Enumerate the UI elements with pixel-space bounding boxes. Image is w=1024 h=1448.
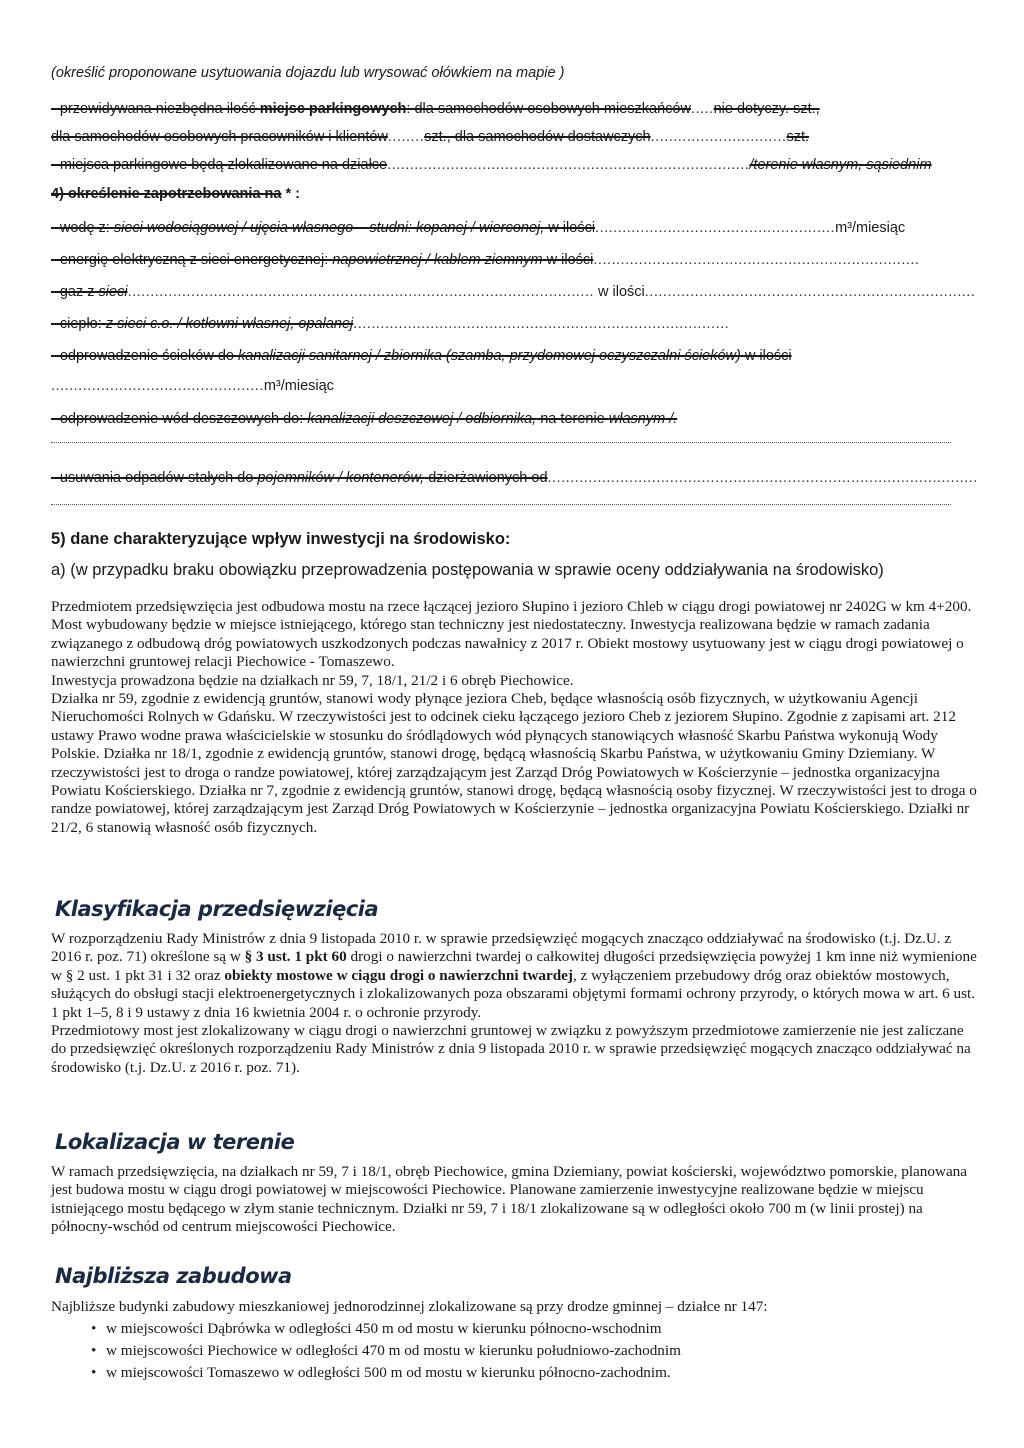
rainwater-area-label: na terenie [536, 411, 609, 427]
dotted-fill: ......................................................................... [644, 284, 976, 300]
dotted-fill: ................................................................................ [387, 157, 750, 173]
list-item [51, 1318, 681, 1340]
heat-line [51, 315, 729, 333]
gas-line [51, 283, 975, 301]
list-item-text: w miejscowości Tomaszewo w odległości 500 m od mostu w kierunku północno-zachodnim. [106, 1364, 671, 1381]
parking-residents-label: : dla samochodów osobowych mieszkańców [406, 101, 691, 117]
section-5-title: 5) dane charakteryzujące wpływ inwestycji na środowisko: [51, 530, 511, 548]
waste-options: pojemników / kontenerów, [257, 470, 425, 486]
sewage-line [51, 347, 792, 365]
section-heading-location: Lokalizacja w terenie [55, 1130, 295, 1154]
bullet: • [91, 1342, 97, 1359]
parking-line-1 [51, 100, 820, 118]
section-heading-nearest-buildings: Najbliższa zabudowa [55, 1264, 292, 1288]
nearest-buildings-intro [51, 1298, 981, 1316]
list-item-text: w miejscowości Piechowice w odległości 470 m od mostu w kierunku południowo-zachodnim [106, 1342, 681, 1359]
waste-line [51, 469, 978, 487]
waste-lease-label: dzierżawionych od [424, 470, 548, 486]
parking-residents-value: nie dotyczy. szt., [713, 101, 820, 117]
dotted-fill: ..................................................... [595, 220, 836, 236]
dotted-fill: ........ [387, 129, 425, 145]
energy-amount-label: w ilości [542, 252, 594, 268]
dotted-fill: ............................................................................................... [547, 470, 978, 486]
text-run: , z wyłączeniem przebudowy dróg oraz obiektów mostowych, służących do obsługi stacji elektroenergetycznych i zlokalizowanych poza obszarami objętymi formami ochrony przyrody, o których mowa w art. 6 ust. 1 pkt 1–5, 8 i 9 ustawy z dnia 16 kwietnia 2004 r. o ochronie przyrody. [51, 966, 976, 1021]
gas-source: sieci [98, 284, 128, 300]
waste-label: - usuwania odpadów stałych do [51, 470, 258, 486]
highlighted-term: obiekty mostowe w ciągu drogi o nawierzchni twardej [224, 966, 573, 984]
parking-delivery-label: szt., dla samochodów dostawczych [424, 129, 651, 145]
paragraph: Przedmiotowy most jest zlokalizowany w ciągu drogi o nawierzchni gruntowej w związku z powyższym przedmiotowe zamierzenie nie jest zaliczane do przedsięwzięć określonych rozporządzeniu Rady Ministrów z dnia 9 listopada 2010 r. w sprawie przedsięwzięć mogących znacząco oddziaływać na środowisko (t.j. Dz.U. z 2016 r. poz. 71). [51, 1022, 971, 1076]
paragraph: Działka nr 59, zgodnie z ewidencją gruntów, stanowi wody płynące jeziora Cheb, będące własnością osób fizycznych, w użytkowaniu Agencji Nieruchomości Rolnych w Gdańsku. W rzeczywistości jest to odcinek cieku łączącego jezioro Cheb z jeziorem Słupino. Zgodnie z zapisami art. 212 ustawy Prawo wodne prawa właścicielskie w stosunku do śródlądowych wód płynących stanowiących własność Skarbu Państwa wykonują Wody Polskie. Działka nr 18/1, zgodnie z ewidencją gruntów, stanowi drogę, będącą własnością Skarbu Państwa, w użytkowaniu Gminy Dziemiany. W rzeczywistości jest to droga o randze powiatowej, której zarządzającym jest Zarząd Dróg Powiatowych w Kościerzynie – jednostka organizacyjna Powiatu Kościerskiego. Działka nr 7, zgodnie z ewidencją gruntów, stanowi drogę, będącą własnością osoby fizycznej. W rzeczywistości jest to droga o randze powiatowej, której zarządzającym jest Zarząd Dróg Powiatowych w Kościerzynie – jednostka organizacyjna Powiatu Kościerskiego. Działki nr 21/2, 6 stanowią własność osób fizycznych. [51, 690, 977, 836]
rainwater-line [51, 410, 677, 428]
water-unit: m³/miesiąc [835, 220, 906, 236]
gas-amount-label: w ilości [594, 284, 645, 300]
sewage-amount-line [51, 377, 334, 395]
map-note: (określić proponowane usytuowania dojazdu lub wrysować ołówkiem na mapie ) [51, 65, 565, 81]
energy-line [51, 251, 919, 269]
bullet: • [91, 1320, 97, 1337]
list-item [51, 1340, 681, 1362]
section-4-title [51, 185, 300, 203]
section-4-star: * : [281, 186, 300, 202]
energy-label: - energię elektryczną z sieci energetycznej: [51, 252, 333, 268]
water-line [51, 219, 905, 237]
paragraph: Najbliższe budynki zabudowy mieszkaniowej jednorodzinnej zlokalizowane są przy drodze gminnej – działce nr 147: [51, 1298, 768, 1315]
sewage-options: kanalizacji sanitarnej / zbiornika (szamba, przydomowej oczyszczalni ścieków) [238, 348, 741, 364]
section-heading-classification: Klasyfikacja przedsięwzięcia [55, 897, 379, 921]
sewage-amount-label: w ilości [740, 348, 792, 364]
project-description [51, 598, 981, 837]
parking-staff-label: dla samochodów osobowych pracowników i klientów [51, 129, 388, 145]
parking-line-3 [51, 156, 932, 174]
dotted-fill: ........................................................................ [593, 252, 920, 268]
heat-label: - ciepło: [51, 316, 106, 332]
parking-label-bold: miejsc parkingowych [259, 101, 407, 117]
dotted-fill: ............................................... [51, 378, 264, 394]
water-label: - wodę z: [51, 220, 114, 236]
sewage-label: - odprowadzenie ścieków do [51, 348, 238, 364]
section-5-subtitle: a) (w przypadku braku obowiązku przeprowadzenia postępowania w sprawie oceny oddziaływania na środowisko) [51, 561, 884, 579]
sewage-unit: m³/miesiąc [263, 378, 334, 394]
parking-line-2 [51, 128, 809, 146]
list-item-text: w miejscowości Dąbrówka w odległości 450 m od mostu w kierunku północno-wschodnim [106, 1320, 662, 1337]
heat-options: z sieci c.o. / kotłowni własnej, opalanej [105, 316, 354, 332]
dotted-fill: ................................................................................... [353, 316, 730, 332]
water-sources: sieci wodociągowej / ujęcia własnego – studni: kopanej / wierconej, [113, 220, 545, 236]
nearest-buildings-list [51, 1318, 681, 1384]
parking-location-label: - miejsca parkingowe będą zlokalizowane na działce [51, 157, 388, 173]
paragraph [51, 930, 981, 1022]
location-text [51, 1163, 981, 1237]
classification-text [51, 930, 981, 1077]
water-amount-label: w ilości [544, 220, 596, 236]
parking-location-options: /terenie własnym, sąsiednim [749, 157, 932, 173]
list-item [51, 1362, 681, 1384]
dotted-fill-line [51, 503, 951, 505]
section-4-label: 4) określenie zapotrzebowania na [51, 186, 282, 202]
gas-label: - gaz z [51, 284, 99, 300]
dotted-fill: ....................................................................................................... [127, 284, 595, 300]
legal-reference: § 3 ust. 1 pkt 60 [244, 948, 347, 966]
dotted-fill-line [51, 441, 951, 443]
rainwater-label: - odprowadzenie wód deszczowych do: [51, 411, 308, 427]
parking-label: - przewidywana niezbędna ilość [51, 101, 260, 117]
rainwater-options: kanalizacji deszczowej / odbiornika, [307, 411, 537, 427]
paragraph: Inwestycja prowadzona będzie na działkach nr 59, 7, 18/1, 21/2 i 6 obręb Piechowice. [51, 671, 574, 689]
rainwater-area-value: własnym /. [608, 411, 678, 427]
paragraph: Przedmiotem przedsięwzięcia jest odbudowa mostu na rzece łączącej jezioro Słupino i jezioro Chleb w ciągu drogi powiatowej nr 2402G w km 4+200. Most wybudowany będzie w miejsce istniejącego, którego stan techniczny jest niedostateczny. Inwestycja realizowana będzie w ramach zadania związanego z odbudową dróg powiatowych uszkodzonych podczas nawałnicy z 2017 r. Obiekt mostowy usytuowany jest w ciągu drogi powiatowej o nawierzchni gruntowej relacji Piechowice - Tomaszewo. [51, 598, 972, 671]
bullet: • [91, 1364, 97, 1381]
dotted-fill: .............................. [650, 129, 787, 145]
parking-unit: szt. [786, 129, 810, 145]
text-run: drogi o nawierzchni twardej o całkowitej długości przedsięwzięcia powyżej 1 km inne niż wymienione w § 2 ust. 1 pkt 31 i 32 oraz [51, 948, 977, 984]
paragraph: W ramach przedsięwzięcia, na działkach nr 59, 7 i 18/1, obręb Piechowice, gmina Dziemiany, powiat kościerski, województwo pomorskie, planowana jest budowa mostu w ciągu drogi powiatowej w miejscowości Piechowice. Planowane zamierzenie inwestycyjne realizowane będzie w miejscu istniejącego mostu będącego w złym stanie technicznym. Działki nr 59, 7 i 18/1 zlokalizowane są w odległości około 700 m (w linii prostej) na północny-wschód od centrum miejscowości Piechowice. [51, 1163, 968, 1236]
text-run: W rozporządzeniu Rady Ministrów z dnia 9 listopada 2010 r. w sprawie przedsięwzięć mogących znacząco oddziaływać na środowisko (t.j. Dz.U. z 2016 r. poz. 71) określone są w [51, 930, 952, 966]
energy-options: napowietrznej / kablem ziemnym [332, 252, 543, 268]
dotted-fill: ..... [690, 101, 714, 117]
